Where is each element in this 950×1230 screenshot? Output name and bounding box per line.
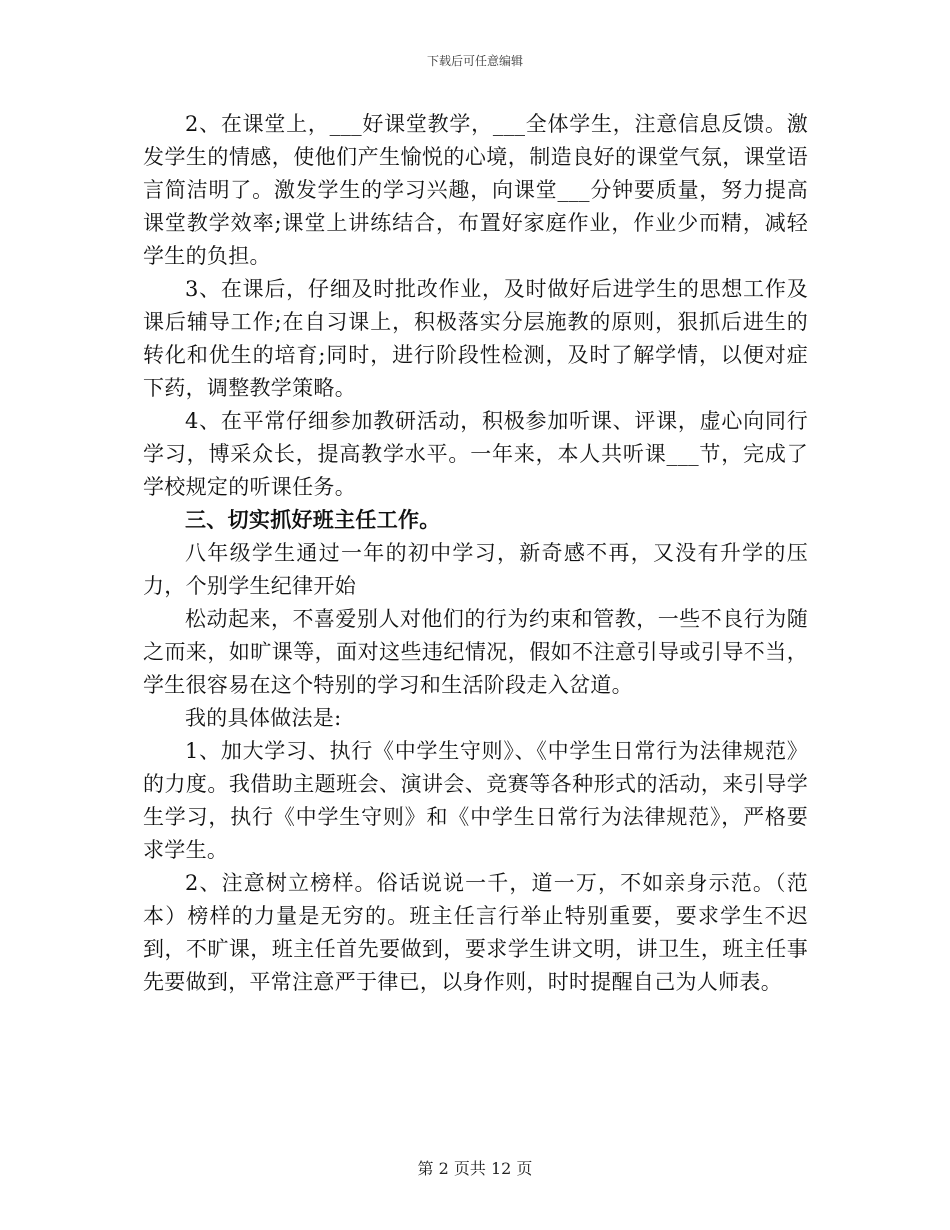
page-footer: 第 2 页共 12 页 [417,1159,533,1178]
paragraph-after-class: 3、在课后，仔细及时批改作业，及时做好后进学生的思想工作及课后辅导工作;在自习课上，积极落实分层施教的原则，狠抓后进生的转化和优生的培育;同时，进行阶段性检测，及时了解学情，以便对症下药，调整教学策略。 [143,277,808,400]
document-body [143,108,808,999]
paragraph-grade-eight: 八年级学生通过一年的初中学习，新奇感不再，又没有升学的压力，个别学生纪律开始 [143,541,808,598]
paragraph-methods-intro: 我的具体做法是: [185,706,342,730]
paragraph-method-two: 2、注意树立榜样。俗话说说一千，道一万，不如亲身示范。（范本）榜样的力量是无穷的。班主任言行举止特别重要，要求学生不迟到，不旷课，班主任首先要做到，要求学生讲文明，讲卫生，班主任事先要做到，平常注意严于律已，以身作则，时时提醒自己为人师表。 [143,871,808,994]
paragraph-method-one: 1、加大学习、执行《中学生守则》、《中学生日常行为法律规范》的力度。我借助主题班会、演讲会、竞赛等各种形式的活动，来引导学生学习，执行《中学生守则》和《中学生日常行为法律规范》，严格要求学生。 [143,739,808,862]
paragraph-classroom: 2、在课堂上，___好课堂教学，___全体学生，注意信息反馈。激发学生的情感，使他们产生愉悦的心境，制造良好的课堂气氛，课堂语言简洁明了。激发学生的学习兴趣，向课堂___分钟要质量，努力提高课堂教学效率;课堂上讲练结合，布置好家庭作业，作业少而精，减轻学生的负担。 [143,112,808,268]
section-heading: 三、切实抓好班主任工作。 [185,508,441,532]
paragraph-teaching-research: 4、在平常仔细参加教研活动，积极参加听课、评课，虚心向同行学习，博采众长，提高教学水平。一年来，本人共听课___节，完成了学校规定的听课任务。 [143,409,808,499]
page-header: 下载后可任意编辑 [426,54,523,68]
paragraph-discipline: 松动起来，不喜爱别人对他们的行为约束和管教，一些不良行为随之而来，如旷课等，面对这些违纪情况，假如不注意引导或引导不当，学生很容易在这个特别的学习和生活阶段走入岔道。 [143,607,808,697]
